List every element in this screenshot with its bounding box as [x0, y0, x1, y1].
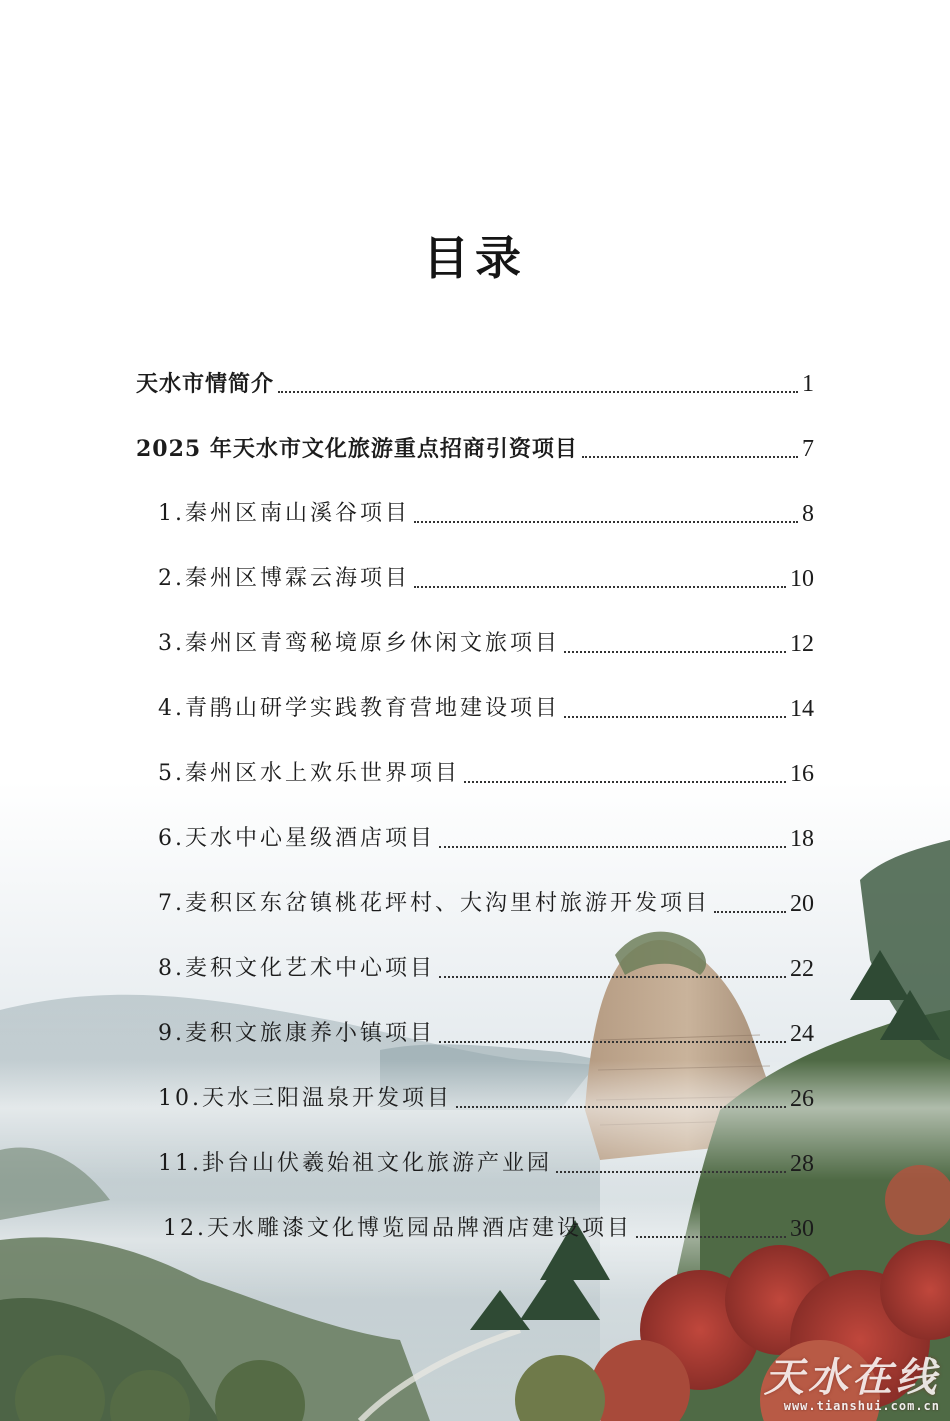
toc-entry[interactable] [158, 1014, 814, 1054]
toc-entry[interactable] [158, 689, 814, 729]
watermark-name: 天水在线 [764, 1355, 940, 1401]
toc-entry-label: 4.青鹃山研学实践教育营地建设项目 [158, 696, 560, 721]
toc-entry-label: 11.卦台山伏羲始祖文化旅游产业园 [158, 1151, 552, 1176]
toc-dot-leader [564, 651, 786, 653]
toc-dot-leader [464, 781, 786, 783]
toc-entry-label: 2025 年天水市文化旅游重点招商引资项目 [136, 436, 578, 462]
toc-entry-label: 天水市情简介 [136, 371, 275, 397]
toc-entry-label: 1.秦州区南山溪谷项目 [158, 501, 410, 526]
toc-entry[interactable] [158, 559, 814, 599]
toc-entry-page: 22 [790, 956, 814, 982]
toc-entry[interactable] [158, 819, 814, 859]
site-watermark [764, 1357, 940, 1413]
toc-entry-page: 18 [790, 826, 814, 852]
toc-entry-page: 10 [790, 566, 814, 592]
toc-dot-leader [556, 1171, 786, 1173]
toc-entry-page: 28 [790, 1151, 814, 1177]
toc-entry-label: 12.天水雕漆文化博览园品牌酒店建设项目 [163, 1216, 632, 1241]
watermark-url: www.tianshui.com.cn [783, 1399, 940, 1413]
toc-entry-page: 16 [790, 761, 814, 787]
toc-entry-label: 3.秦州区青鸾秘境原乡休闲文旅项目 [158, 631, 560, 656]
toc-dot-leader [714, 911, 786, 913]
toc-dot-leader [414, 521, 798, 523]
toc-entry-label: 5.秦州区水上欢乐世界项目 [158, 761, 460, 786]
toc-entry[interactable] [136, 429, 814, 469]
toc-entry[interactable] [158, 884, 814, 924]
toc-entry-label: 8.麦积文化艺术中心项目 [158, 956, 435, 981]
toc-dot-leader [278, 391, 798, 393]
toc-entry-page: 24 [790, 1021, 814, 1047]
toc-entry[interactable] [158, 949, 814, 989]
toc-dot-leader [439, 846, 786, 848]
toc-entry[interactable] [136, 364, 814, 404]
toc-entry-page: 12 [790, 631, 814, 657]
toc-dot-leader [439, 1041, 786, 1043]
toc-dot-leader [414, 586, 786, 588]
toc-entry-page: 7 [802, 436, 814, 462]
toc-entry[interactable] [158, 754, 814, 794]
toc-entry[interactable] [158, 494, 814, 534]
toc-entry-label: 7.麦积区东岔镇桃花坪村、大沟里村旅游开发项目 [158, 891, 710, 916]
toc-entry-label: 2.秦州区博霖云海项目 [158, 566, 410, 591]
toc-entry[interactable] [158, 1144, 814, 1184]
toc-entry[interactable] [158, 624, 814, 664]
toc-entry-page: 26 [790, 1086, 814, 1112]
toc-entry-page: 14 [790, 696, 814, 722]
toc-entry-page: 1 [802, 371, 814, 397]
toc-entry-page: 20 [790, 891, 814, 917]
toc-dot-leader [439, 976, 786, 978]
toc-entry-page: 30 [790, 1216, 814, 1242]
toc-entry-label: 10.天水三阳温泉开发项目 [158, 1086, 452, 1111]
toc-dot-leader [564, 716, 786, 718]
toc-entry-page: 8 [802, 501, 814, 527]
page-title: 目录 [423, 231, 527, 285]
toc-entry-label: 9.麦积文旅康养小镇项目 [158, 1021, 435, 1046]
toc-entry[interactable] [163, 1209, 814, 1249]
toc-dot-leader [582, 456, 798, 458]
toc-dot-leader [456, 1106, 786, 1108]
toc-entry-label: 6.天水中心星级酒店项目 [158, 826, 435, 851]
toc-entry[interactable] [158, 1079, 814, 1119]
toc-dot-leader [636, 1236, 786, 1238]
